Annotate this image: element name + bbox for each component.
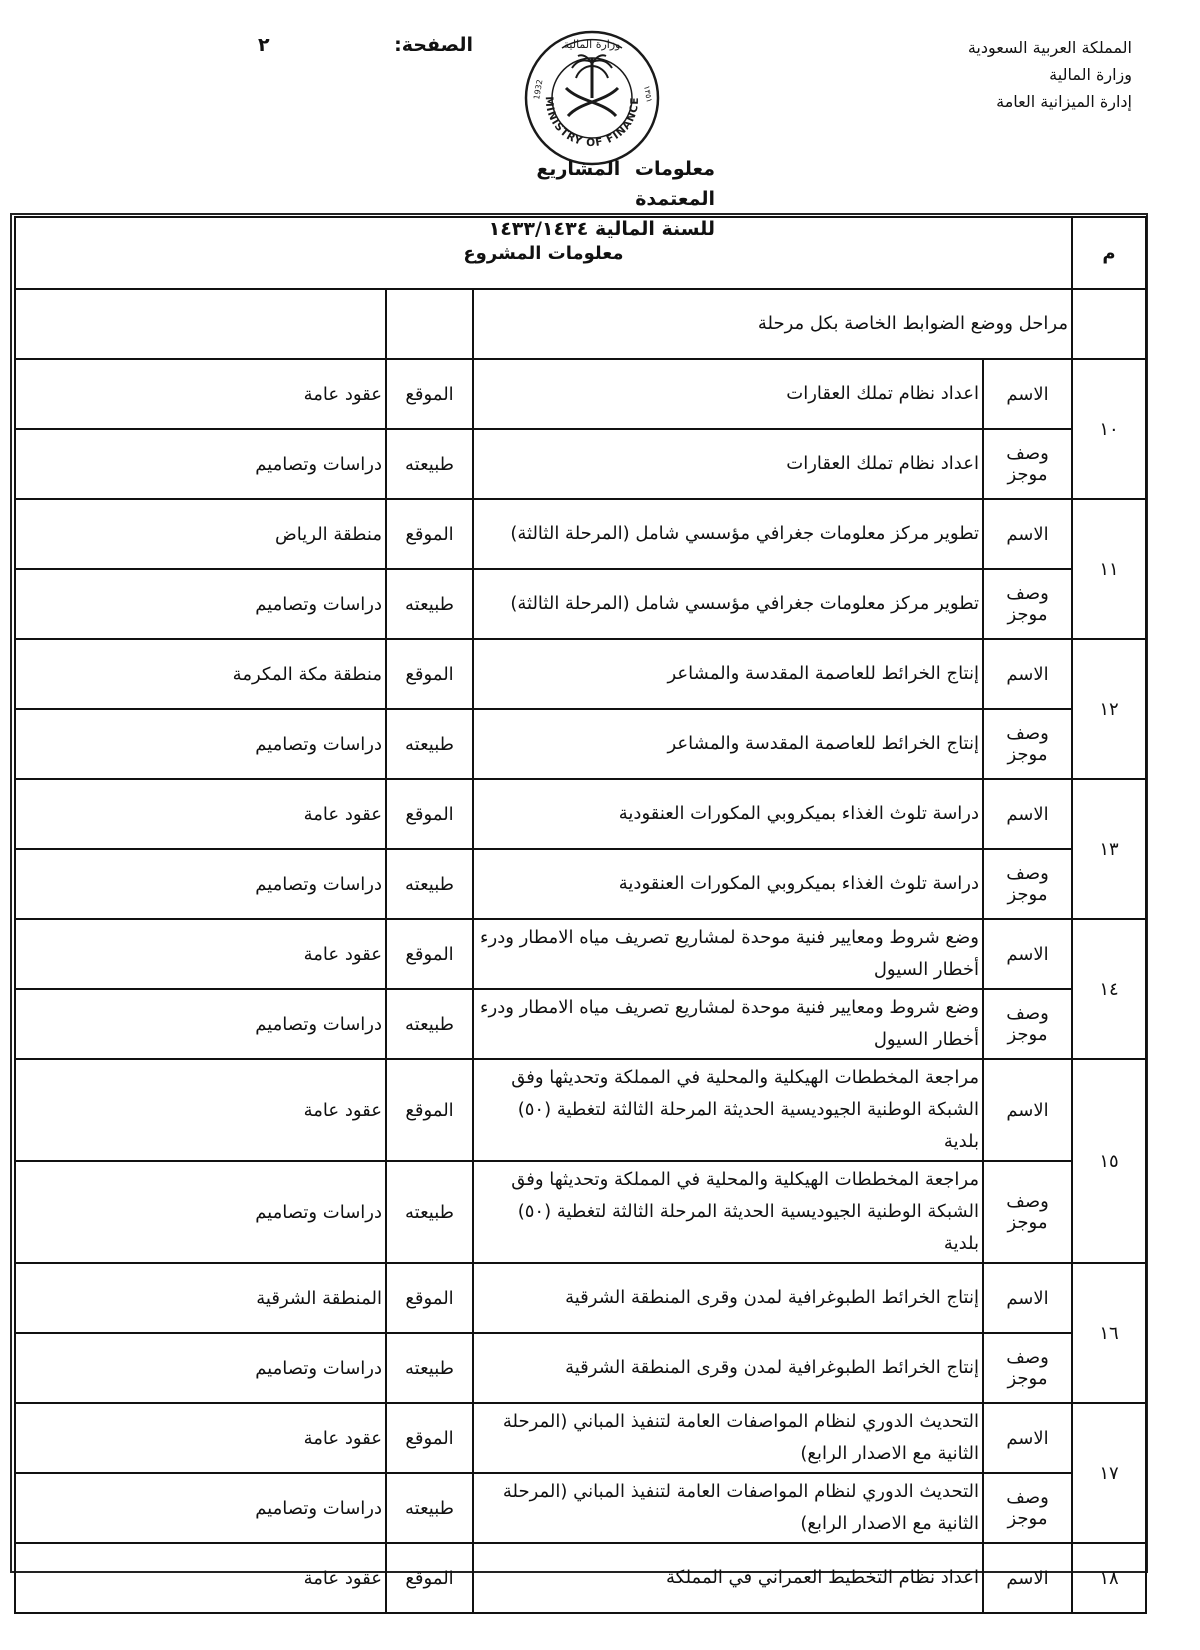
project-nature: دراسات وتصاميم bbox=[15, 989, 386, 1059]
project-number: ١٤ bbox=[1072, 919, 1146, 1059]
project-number: ١٧ bbox=[1072, 1403, 1146, 1543]
project-desc-row bbox=[15, 989, 1146, 1059]
name-label: الاسم bbox=[983, 1403, 1072, 1473]
project-number: ١٨ bbox=[1072, 1543, 1146, 1613]
project-name-row bbox=[15, 1059, 1146, 1161]
desc-label: وصف موجز bbox=[983, 709, 1072, 779]
project-number: ١٠ bbox=[1072, 359, 1146, 499]
continuation-label-cell bbox=[386, 289, 473, 359]
project-location: عقود عامة bbox=[15, 1403, 386, 1473]
name-label: الاسم bbox=[983, 499, 1072, 569]
location-label: الموقع bbox=[386, 1263, 473, 1333]
desc-label: وصف موجز bbox=[983, 1473, 1072, 1543]
location-label: الموقع bbox=[386, 359, 473, 429]
project-name: اعداد نظام التخطيط العمراني في المملكة bbox=[473, 1543, 983, 1613]
continuation-row bbox=[15, 289, 1146, 359]
project-location: عقود عامة bbox=[15, 779, 386, 849]
location-label: الموقع bbox=[386, 919, 473, 989]
project-location: المنطقة الشرقية bbox=[15, 1263, 386, 1333]
project-desc-row bbox=[15, 849, 1146, 919]
table-header-row bbox=[15, 217, 1146, 289]
header-project-info: معلومات المشروع bbox=[15, 217, 1072, 289]
project-location: عقود عامة bbox=[15, 1543, 386, 1613]
project-name-row bbox=[15, 779, 1146, 849]
project-nature: دراسات وتصاميم bbox=[15, 1473, 386, 1543]
project-desc-row bbox=[15, 569, 1146, 639]
project-name: التحديث الدوري لنظام المواصفات العامة لتنفيذ المباني (المرحلة الثانية مع الاصدار الرابع) bbox=[473, 1403, 983, 1473]
project-name: اعداد نظام تملك العقارات bbox=[473, 359, 983, 429]
desc-label: وصف موجز bbox=[983, 429, 1072, 499]
project-description: اعداد نظام تملك العقارات bbox=[473, 429, 983, 499]
project-nature: دراسات وتصاميم bbox=[15, 429, 386, 499]
page-label: الصفحة: bbox=[394, 34, 473, 56]
nature-label: طبيعته bbox=[386, 709, 473, 779]
name-label: الاسم bbox=[983, 1263, 1072, 1333]
project-name-row bbox=[15, 639, 1146, 709]
project-name-row bbox=[15, 499, 1146, 569]
page-number: ٢ bbox=[258, 34, 270, 56]
project-description: دراسة تلوث الغذاء بميكروبي المكورات العنقودية bbox=[473, 849, 983, 919]
location-label: الموقع bbox=[386, 499, 473, 569]
header-index: م bbox=[1072, 217, 1146, 289]
project-nature: دراسات وتصاميم bbox=[15, 1161, 386, 1263]
project-name-row bbox=[15, 359, 1146, 429]
project-description: إنتاج الخرائط الطبوغرافية لمدن وقرى المنطقة الشرقية bbox=[473, 1333, 983, 1403]
name-label: الاسم bbox=[983, 1543, 1072, 1613]
project-location: عقود عامة bbox=[15, 359, 386, 429]
project-name-row bbox=[15, 1263, 1146, 1333]
desc-label: وصف موجز bbox=[983, 569, 1072, 639]
nature-label: طبيعته bbox=[386, 1333, 473, 1403]
logo-year-left: 1932 bbox=[532, 78, 545, 101]
continuation-value-cell bbox=[15, 289, 386, 359]
project-name: دراسة تلوث الغذاء بميكروبي المكورات العنقودية bbox=[473, 779, 983, 849]
project-description: تطوير مركز معلومات جغرافي مؤسسي شامل (المرحلة الثالثة) bbox=[473, 569, 983, 639]
nature-label: طبيعته bbox=[386, 1161, 473, 1263]
logo-year-right: ١٣٥١ bbox=[642, 84, 654, 104]
project-location: منطقة الرياض bbox=[15, 499, 386, 569]
location-label: الموقع bbox=[386, 779, 473, 849]
project-name-row bbox=[15, 1403, 1146, 1473]
project-location: منطقة مكة المكرمة bbox=[15, 639, 386, 709]
project-description: مراجعة المخططات الهيكلية والمحلية في المملكة وتحديثها وفق الشبكة الوطنية الجيوديسية الحديثة المرحلة الثالثة لتغطية (٥٠) بلدية bbox=[473, 1161, 983, 1263]
location-label: الموقع bbox=[386, 1403, 473, 1473]
logo-arabic-text: وزارة المالية bbox=[563, 38, 621, 51]
desc-label: وصف موجز bbox=[983, 989, 1072, 1059]
project-number: ١٢ bbox=[1072, 639, 1146, 779]
project-desc-row bbox=[15, 1161, 1146, 1263]
project-number: ١٦ bbox=[1072, 1263, 1146, 1403]
desc-label: وصف موجز bbox=[983, 849, 1072, 919]
name-label: الاسم bbox=[983, 919, 1072, 989]
project-number: ١١ bbox=[1072, 499, 1146, 639]
name-label: الاسم bbox=[983, 779, 1072, 849]
project-description: إنتاج الخرائط للعاصمة المقدسة والمشاعر bbox=[473, 709, 983, 779]
continuation-text: مراحل ووضع الضوابط الخاصة بكل مرحلة bbox=[473, 289, 1072, 359]
project-location: عقود عامة bbox=[15, 1059, 386, 1161]
nature-label: طبيعته bbox=[386, 989, 473, 1059]
nature-label: طبيعته bbox=[386, 569, 473, 639]
project-description: التحديث الدوري لنظام المواصفات العامة لتنفيذ المباني (المرحلة الثانية مع الاصدار الرابع) bbox=[473, 1473, 983, 1543]
projects-table bbox=[14, 216, 1147, 1614]
logo-english-text: MINISTRY OF FINANCE bbox=[542, 96, 642, 150]
project-nature: دراسات وتصاميم bbox=[15, 1333, 386, 1403]
location-label: الموقع bbox=[386, 1543, 473, 1613]
project-name: مراجعة المخططات الهيكلية والمحلية في المملكة وتحديثها وفق الشبكة الوطنية الجيوديسية الحديثة المرحلة الثالثة لتغطية (٥٠) بلدية bbox=[473, 1059, 983, 1161]
location-label: الموقع bbox=[386, 639, 473, 709]
nature-label: طبيعته bbox=[386, 849, 473, 919]
project-name: إنتاج الخرائط الطبوغرافية لمدن وقرى المنطقة الشرقية bbox=[473, 1263, 983, 1333]
name-label: الاسم bbox=[983, 1059, 1072, 1161]
continuation-index-cell bbox=[1072, 289, 1146, 359]
project-name-row bbox=[15, 919, 1146, 989]
project-location: عقود عامة bbox=[15, 919, 386, 989]
project-description: وضع شروط ومعايير فنية موحدة لمشاريع تصريف مياه الامطار ودرء أخطار السيول bbox=[473, 989, 983, 1059]
location-label: الموقع bbox=[386, 1059, 473, 1161]
org-line-department: إدارة الميزانية العامة bbox=[996, 92, 1132, 111]
nature-label: طبيعته bbox=[386, 1473, 473, 1543]
name-label: الاسم bbox=[983, 359, 1072, 429]
nature-label: طبيعته bbox=[386, 429, 473, 499]
project-nature: دراسات وتصاميم bbox=[15, 709, 386, 779]
project-number: ١٣ bbox=[1072, 779, 1146, 919]
name-label: الاسم bbox=[983, 639, 1072, 709]
org-line-kingdom: المملكة العربية السعودية bbox=[967, 38, 1132, 57]
project-name-row bbox=[15, 1543, 1146, 1613]
project-desc-row bbox=[15, 1473, 1146, 1543]
project-desc-row bbox=[15, 1333, 1146, 1403]
project-desc-row bbox=[15, 429, 1146, 499]
organization-header bbox=[968, 34, 1132, 115]
project-name: إنتاج الخرائط للعاصمة المقدسة والمشاعر bbox=[473, 639, 983, 709]
project-nature: دراسات وتصاميم bbox=[15, 569, 386, 639]
desc-label: وصف موجز bbox=[983, 1333, 1072, 1403]
project-name: وضع شروط ومعايير فنية موحدة لمشاريع تصريف مياه الامطار ودرء أخطار السيول bbox=[473, 919, 983, 989]
project-nature: دراسات وتصاميم bbox=[15, 849, 386, 919]
org-line-ministry: وزارة المالية bbox=[1049, 65, 1132, 84]
ministry-of-finance-logo bbox=[522, 28, 662, 168]
project-name: تطوير مركز معلومات جغرافي مؤسسي شامل (المرحلة الثالثة) bbox=[473, 499, 983, 569]
title-line-2: للسنة المالية ١٤٣٣/١٤٣٤ bbox=[488, 218, 715, 240]
project-desc-row bbox=[15, 709, 1146, 779]
title-line-1: معلومات المشاريع المعتمدة bbox=[536, 158, 715, 210]
desc-label: وصف موجز bbox=[983, 1161, 1072, 1263]
project-number: ١٥ bbox=[1072, 1059, 1146, 1263]
